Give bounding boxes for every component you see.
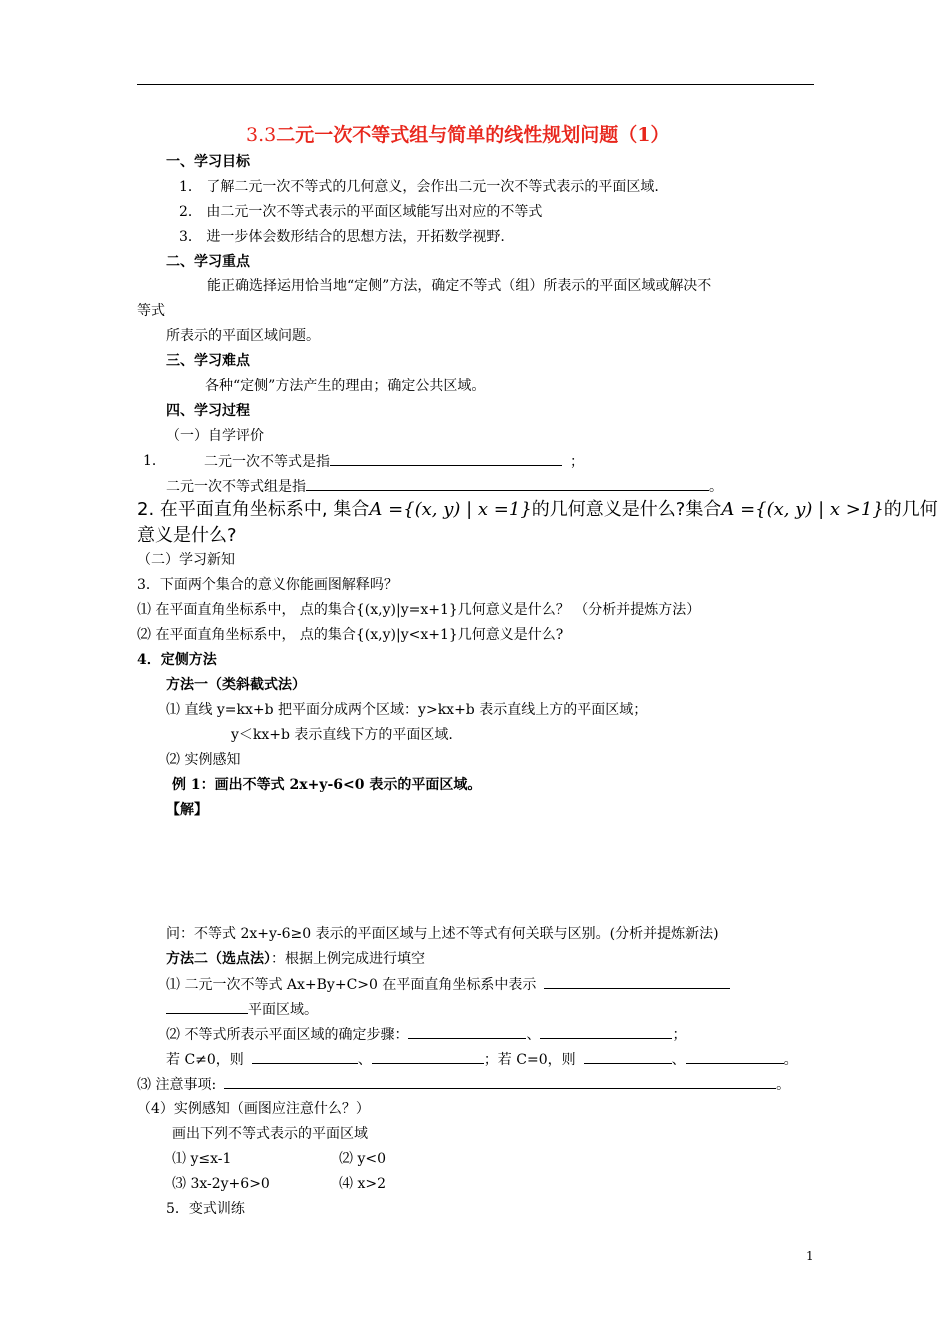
method-1-item-1: ⑴ 直线 y=kx+b 把平面分成两个区域：y>kx+b 表示直线上方的平面区域； [166,702,648,718]
method-1-item-2: ⑵ 实例感知 [166,752,241,768]
key-point-p2: 等式 [137,303,165,319]
question-2-cont: 意义是什么? [137,525,237,546]
blank-line[interactable] [408,1024,526,1039]
condition-c-nonzero: 若 C≠0，则 [166,1052,244,1068]
subsection-new-knowledge: （二）学习新知 [137,552,235,568]
example-1: 例 1：画出不等式 2x+y-6<0 表示的平面区域。 [172,777,482,793]
blank-line[interactable] [372,1049,484,1064]
title-number: 3.3 [246,124,277,146]
key-point-p3: 所表示的平面区域问题。 [166,328,320,344]
notes-label: ⑶ 注意事项: [137,1077,217,1093]
section-2-heading: 二、学习重点 [166,254,250,270]
exercise-3: ⑶ 3x-2y+6>0 [172,1176,270,1192]
subsection-self-study: （一）自学评价 [166,428,264,444]
question-3: 3．下面两个集合的意义你能画图解释吗？ [137,577,398,593]
exercise-1: ⑴ y≤x-1 [172,1151,232,1167]
method-2-item-1-end: 平面区域。 [248,1002,318,1018]
question-3-1: ⑴ 在平面直角坐标系中， 点的集合{(x,y)|y=x+1}几何意义是什么？ （分析并提炼方法） [137,602,701,618]
question-2 [137,498,938,522]
exercise-2: ⑵ y<0 [339,1151,386,1167]
blank-line[interactable] [584,1049,672,1064]
punct: ； [570,454,584,470]
objective-3: 3． 进一步体会数形结合的思想方法，开拓数学视野. [179,229,505,245]
punct: 。 [709,479,723,495]
method-2-item-1-text: ⑴ 二元一次不等式 Ax+By+C>0 在平面直角坐标系中表示 [166,977,537,993]
set-expression-2: A ={(x, y) | x >1} [721,499,884,520]
method-2-line [166,949,425,969]
difficulty-text: 各种“定侧”方法产生的理由；确定公共区域。 [205,378,486,394]
method-2-heading: 方法二（选点法） [166,951,271,967]
blank-line[interactable] [224,1074,776,1089]
exercise-instruction: 画出下列不等式表示的平面区域 [172,1126,368,1142]
question-3-2: ⑵ 在平面直角坐标系中， 点的集合{(x,y)|y<x+1}几何意义是什么? [137,627,564,643]
objective-1: 1． 了解二元一次不等式的几何意义，会作出二元一次不等式表示的平面区域. [179,179,659,195]
header-rule [137,84,814,85]
question-4: 4．定侧方法 [137,652,217,668]
punct: 、 [357,1052,372,1068]
question-2-text-c: 的几何 [883,499,938,520]
punct: 、 [671,1052,686,1068]
page-number: 1 [806,1249,814,1263]
question-1-number: 1． [143,453,166,469]
method-2-item-1 [166,974,730,995]
section-1-heading: 一、学习目标 [166,154,250,170]
section-3-heading: 三、学习难点 [166,353,250,369]
blank-line[interactable] [252,1049,358,1064]
question-ask: 问：不等式 2x+y-6≥0 表示的平面区域与上述不等式有何关联与区别。(分析并提炼新法) [166,926,719,942]
method-2-intro: ：根据上例完成进行填空 [271,951,425,967]
question-5: 5．变式训练 [166,1201,245,1217]
blank-line[interactable] [544,974,730,989]
condition-c-zero: ；若 C=0，则 [483,1052,576,1068]
key-point-p1: 能正确选择运用恰当地“定侧”方法，确定不等式（组）所表示的平面区域或解决不 [207,278,712,294]
set-expression-1: A ={(x, y) | x =1} [369,499,532,520]
method-1-item-1-cont: y＜kx+b 表示直线下方的平面区域. [231,727,453,743]
punct: ； [672,1027,687,1043]
blank-line[interactable] [686,1049,784,1064]
question-1a [204,451,584,472]
page-title [246,125,669,145]
method-2-item-4: （4）实例感知（画图应注意什么？） [137,1101,370,1117]
method-2-item-2-text: ⑵ 不等式所表示平面区域的确定步骤： [166,1027,409,1043]
question-1b [166,476,723,497]
question-2-text-a: 2. 在平面直角坐标系中, 集合 [137,499,370,520]
blank-line[interactable] [540,1024,672,1039]
punct: 、 [526,1027,541,1043]
punct: 。 [776,1077,791,1093]
method-1-heading: 方法一（类斜截式法） [166,677,306,693]
method-2-item-1-cont [166,999,318,1020]
method-2-item-3 [137,1074,790,1095]
exercise-4: ⑷ x>2 [339,1176,386,1192]
method-2-item-2-cont [166,1049,798,1070]
question-2-text-b: 的几何意义是什么?集合 [531,499,722,520]
blank-line[interactable] [330,451,562,466]
blank-line[interactable] [166,999,248,1014]
punct: 。 [783,1052,798,1068]
objective-2: 2． 由二元一次不等式表示的平面区域能写出对应的不等式 [179,204,543,220]
section-4-heading: 四、学习过程 [166,403,250,419]
solution-label: 【解】 [166,802,208,818]
question-1a-text: 二元一次不等式是指 [204,454,330,470]
question-1b-text: 二元一次不等式组是指 [166,479,306,495]
title-text: 二元一次不等式组与简单的线性规划问题（1） [276,124,670,146]
blank-line[interactable] [306,476,709,491]
method-2-item-2 [166,1024,686,1045]
